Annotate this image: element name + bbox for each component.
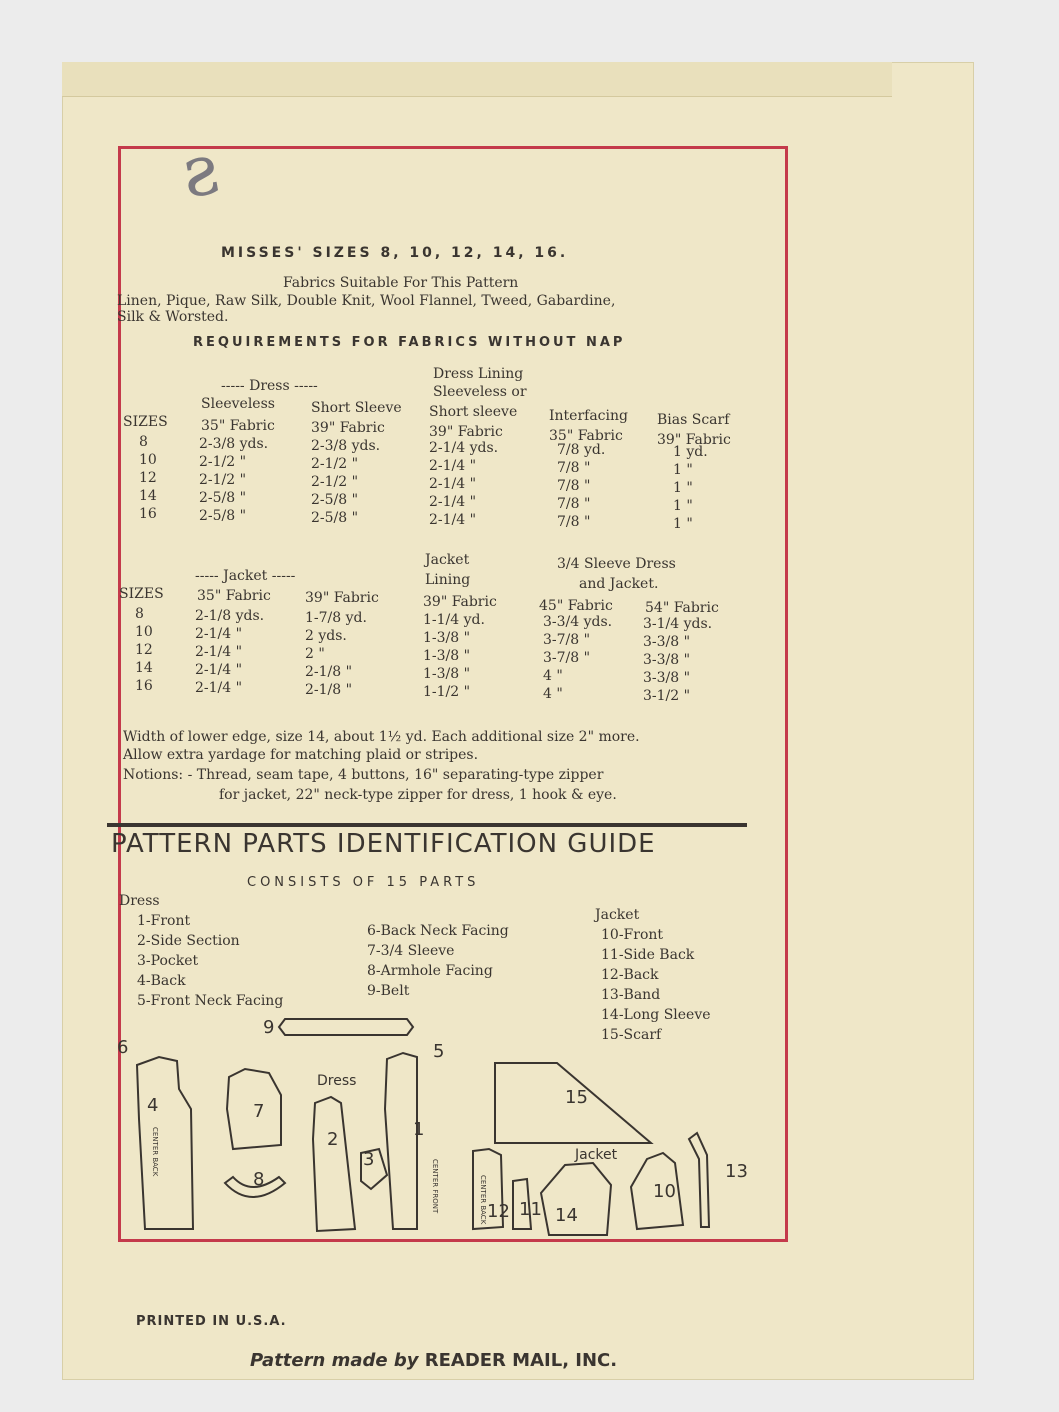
jacket-table-cell: 10: [135, 624, 153, 640]
jacket-table-cell: 1-3/8 ": [423, 630, 471, 646]
jacket-fabric-col-1: 35" Fabric: [197, 588, 271, 604]
jacket-fabric-col-2: 39" Fabric: [305, 590, 379, 606]
fabrics-line-1: Linen, Pique, Raw Silk, Double Knit, Wool Flannel, Tweed, Gabardine,: [117, 293, 616, 309]
dress-table-cell: 2-3/8 yds.: [311, 438, 381, 454]
dress-table-cell: 1 ": [673, 462, 693, 478]
jacket-table-cell: 12: [135, 642, 153, 658]
jacket-sizes-label: SIZES: [119, 586, 164, 602]
part-item: 4-Back: [137, 973, 186, 989]
piece-dress-back: [137, 1057, 193, 1229]
dress-table-cell: 7/8 yd.: [557, 442, 606, 458]
col-interfacing: Interfacing: [549, 408, 628, 424]
piece-number-12: 12: [487, 1201, 510, 1222]
dress-table-cell: 2-1/4 ": [429, 512, 477, 528]
jacket-table-cell: 2 yds.: [305, 628, 347, 644]
part-item: 15-Scarf: [601, 1027, 662, 1043]
jacket-fabric-col-3: 39" Fabric: [423, 594, 497, 610]
part-item: 6-Back Neck Facing: [367, 923, 509, 939]
part-item: 12-Back: [601, 967, 659, 983]
dress-table-cell: 7/8 ": [557, 514, 591, 530]
piece-number-9: 9: [263, 1017, 275, 1038]
dress-table-cell: 10: [139, 452, 157, 468]
dress-caption: Dress: [317, 1073, 357, 1089]
piece-number-8: 8: [253, 1169, 265, 1190]
jacket-table-cell: 3-3/8 ": [643, 670, 691, 686]
part-item: 7-3/4 Sleeve: [367, 943, 455, 959]
notes-line-2: Allow extra yardage for matching plaid or stripes.: [123, 747, 479, 763]
dress-table-cell: 2-3/8 yds.: [199, 436, 269, 452]
dress-table-cell: 2-1/2 ": [199, 454, 247, 470]
maker-prefix: Pattern made by: [250, 1350, 419, 1371]
piece-band: [689, 1133, 709, 1227]
jacket-table-cell: 3-1/2 ": [643, 688, 691, 704]
jacket-table-cell: 4 ": [543, 668, 563, 684]
col-lining: Short sleeve: [429, 404, 518, 420]
jacket-fabric-col-4: 45" Fabric: [539, 598, 613, 614]
col-short-sleeve: Short Sleeve: [311, 400, 402, 416]
part-item: 13-Band: [601, 987, 661, 1003]
jacket-table-cell: 16: [135, 678, 153, 694]
dress-table-cell: 1 ": [673, 480, 693, 496]
piece-number-2: 2: [327, 1129, 339, 1150]
pencil-mark: ƨ: [175, 127, 225, 215]
notes-line-1: Width of lower edge, size 14, about 1½ yd. Each additional size 2" more.: [123, 729, 640, 745]
dress-table-cell: 2-5/8 ": [311, 510, 359, 526]
jacket-table-cell: 4 ": [543, 686, 563, 702]
sizes-heading: MISSES' SIZES 8, 10, 12, 14, 16.: [221, 245, 569, 261]
jacket-table-cell: 2-1/4 ": [195, 662, 243, 678]
dress-table-cell: 2-5/8 ": [199, 490, 247, 506]
jacket-lining-header-2: Lining: [425, 572, 471, 588]
jacket-group-header: ----- Jacket -----: [195, 568, 296, 584]
fabric-col-3: 39" Fabric: [429, 424, 503, 440]
dress-table-cell: 2-1/4 yds.: [429, 440, 499, 456]
piece-front: [385, 1053, 417, 1229]
part-item: 8-Armhole Facing: [367, 963, 493, 979]
guide-rule: [107, 823, 747, 827]
dress-table-cell: 1 yd.: [673, 444, 708, 460]
dress-table-cell: 16: [139, 506, 157, 522]
piece-number-10: 10: [653, 1181, 676, 1202]
guide-title: PATTERN PARTS IDENTIFICATION GUIDE: [111, 829, 656, 859]
maker-credit: [250, 1350, 617, 1371]
dress-table-cell: 8: [139, 434, 148, 450]
fabric-col-4: 35" Fabric: [549, 428, 623, 444]
piece-number-13: 13: [725, 1161, 748, 1182]
center-back-label-jacket: CENTER BACK: [479, 1175, 487, 1225]
dress-table-cell: 2-1/4 ": [429, 458, 477, 474]
jacket-table-cell: 3-3/8 ": [643, 634, 691, 650]
piece-number-3: 3: [363, 1149, 375, 1170]
dress-table-cell: 2-1/2 ": [199, 472, 247, 488]
dress-table-cell: 7/8 ": [557, 460, 591, 476]
middle-parts-list: [367, 921, 509, 1001]
jacket-table-cell: 1-1/2 ": [423, 684, 471, 700]
instructions-frame: [111, 146, 788, 1242]
pattern-pieces-diagram: [117, 999, 757, 1237]
dress-table-cell: 2-1/4 ": [429, 494, 477, 510]
jacket-fabric-col-5: 54" Fabric: [645, 600, 719, 616]
jacket-table-cell: 14: [135, 660, 153, 676]
dress-table-cell: 7/8 ": [557, 496, 591, 512]
sleeve-group-header-1: 3/4 Sleeve Dress: [557, 556, 676, 572]
jacket-table-cell: 3-7/8 ": [543, 632, 591, 648]
piece-number-5: 5: [433, 1041, 445, 1062]
jacket-table-cell: 2-1/8 ": [305, 664, 353, 680]
notes-line-4: for jacket, 22" neck-type zipper for dress, 1 hook & eye.: [219, 787, 617, 803]
dress-parts-label: Dress: [119, 893, 160, 909]
jacket-table-cell: 2-1/8 yds.: [195, 608, 265, 624]
jacket-table-cell: 1-3/8 ": [423, 666, 471, 682]
dress-table-cell: 14: [139, 488, 157, 504]
part-item: 9-Belt: [367, 983, 410, 999]
lining-header-2: Sleeveless or: [433, 384, 527, 400]
requirements-title: REQUIREMENTS FOR FABRICS WITHOUT NAP: [193, 335, 626, 350]
piece-number-14: 14: [555, 1205, 578, 1226]
jacket-table-cell: 1-3/8 ": [423, 648, 471, 664]
piece-side-section: [313, 1097, 355, 1231]
dress-table-cell: 2-5/8 ": [199, 508, 247, 524]
dress-table-cell: 7/8 ": [557, 478, 591, 494]
piece-number-6: 6: [117, 1037, 129, 1058]
piece-number-1: 1: [413, 1119, 425, 1140]
part-item: 1-Front: [137, 913, 191, 929]
lining-header-1: Dress Lining: [433, 366, 524, 382]
col-bias-scarf: Bias Scarf: [657, 412, 730, 428]
jacket-table-cell: 3-3/4 yds.: [543, 614, 613, 630]
printed-in-usa: PRINTED IN U.S.A.: [136, 1314, 287, 1329]
jacket-table-cell: 1-1/4 yd.: [423, 612, 485, 628]
fabric-col-1: 35" Fabric: [201, 418, 275, 434]
dress-parts-list: [119, 891, 283, 1011]
piece-number-7: 7: [253, 1101, 265, 1122]
guide-subtitle: CONSISTS OF 15 PARTS: [247, 875, 480, 890]
part-item: 10-Front: [601, 927, 664, 943]
fabric-col-5: 39" Fabric: [657, 432, 731, 448]
center-front-label: CENTER FRONT: [431, 1159, 439, 1214]
jacket-table-cell: 2 ": [305, 646, 325, 662]
dress-group-header: ----- Dress -----: [221, 378, 318, 394]
part-item: 2-Side Section: [137, 933, 240, 949]
jacket-table-cell: 2-1/8 ": [305, 682, 353, 698]
piece-number-4: 4: [147, 1095, 159, 1116]
dress-table-cell: 2-5/8 ": [311, 492, 359, 508]
jacket-parts-label: Jacket: [595, 907, 640, 923]
col-sleeveless: Sleeveless: [201, 396, 275, 412]
dress-table-cell: 1 ": [673, 516, 693, 532]
dress-table-cell: 1 ": [673, 498, 693, 514]
center-back-label-dress: CENTER BACK: [151, 1127, 159, 1177]
notes-line-3: Notions: - Thread, seam tape, 4 buttons, 16" separating-type zipper: [123, 767, 604, 783]
fabrics-title: Fabrics Suitable For This Pattern: [283, 275, 519, 291]
fabric-col-2: 39" Fabric: [311, 420, 385, 436]
jacket-table-cell: 8: [135, 606, 144, 622]
jacket-table-cell: 3-1/4 yds.: [643, 616, 713, 632]
piece-number-15: 15: [565, 1087, 588, 1108]
dress-table-cell: 12: [139, 470, 157, 486]
jacket-table-cell: 2-1/4 ": [195, 680, 243, 696]
dress-table-cell: 2-1/4 ": [429, 476, 477, 492]
jacket-table-cell: 2-1/4 ": [195, 626, 243, 642]
dress-table-cell: 2-1/2 ": [311, 474, 359, 490]
jacket-table-cell: 3-7/8 ": [543, 650, 591, 666]
sizes-label: SIZES: [123, 414, 168, 430]
part-item: 5-Front Neck Facing: [137, 993, 284, 1009]
piece-number-11: 11: [519, 1199, 542, 1220]
jacket-table-cell: 1-7/8 yd.: [305, 610, 367, 626]
part-item: 11-Side Back: [601, 947, 695, 963]
sleeve-group-header-2: and Jacket.: [579, 576, 659, 592]
maker-company: READER MAIL, INC.: [424, 1350, 618, 1371]
fabrics-line-2: Silk & Worsted.: [117, 309, 229, 325]
part-item: 3-Pocket: [137, 953, 199, 969]
jacket-lining-header-1: Jacket: [425, 552, 470, 568]
dress-table-cell: 2-1/2 ": [311, 456, 359, 472]
envelope-flap: [62, 62, 892, 97]
jacket-caption: Jacket: [575, 1147, 618, 1163]
part-item: 14-Long Sleeve: [601, 1007, 711, 1023]
jacket-table-cell: 2-1/4 ": [195, 644, 243, 660]
jacket-table-cell: 3-3/8 ": [643, 652, 691, 668]
piece-belt: [279, 1019, 413, 1035]
